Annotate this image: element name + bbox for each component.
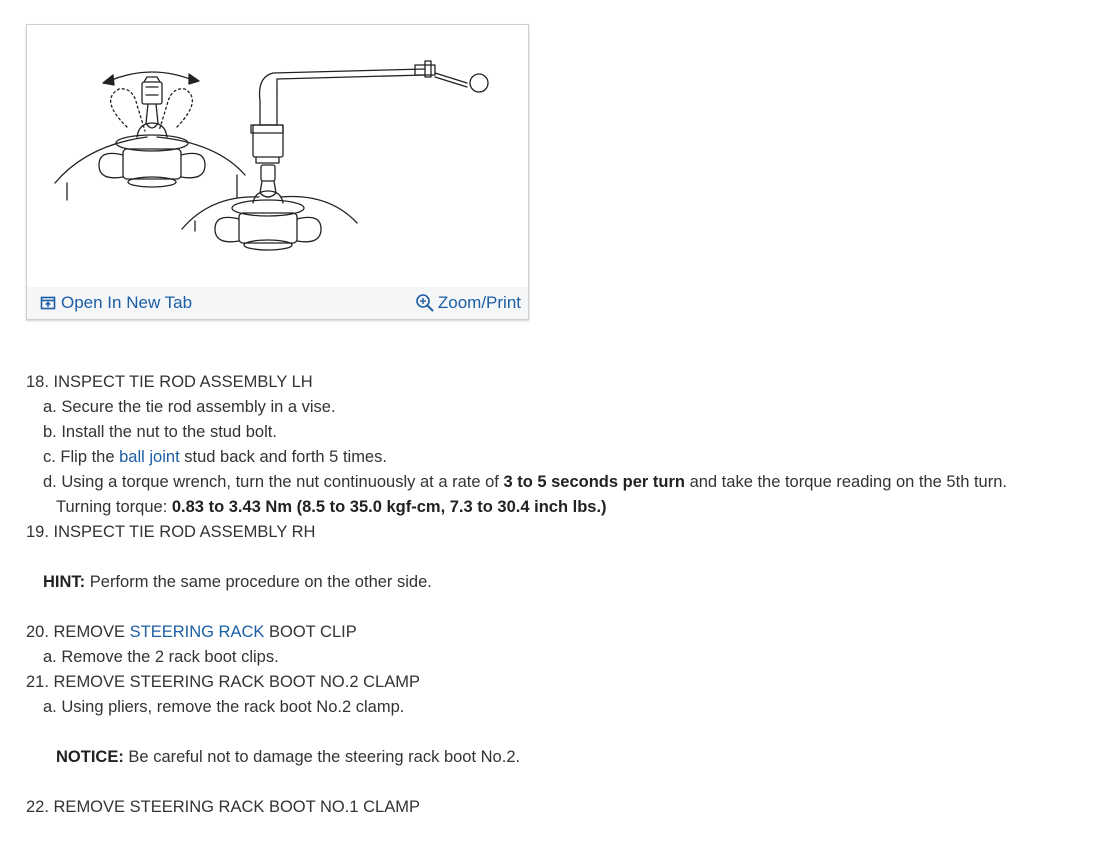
notice-label: NOTICE: <box>56 748 124 766</box>
step-21a: a. Using pliers, remove the rack boot No.2 clamp. <box>43 698 405 716</box>
step-18d-text-post: and take the torque reading on the 5th turn. <box>684 473 1007 491</box>
spacer <box>26 545 1086 570</box>
hint-note <box>26 570 1086 595</box>
open-in-new-tab-label: Open In New Tab <box>61 293 193 312</box>
turning-torque-label: Turning torque: <box>56 498 172 516</box>
step-18c-text-post: stud back and forth 5 times. <box>179 448 387 466</box>
step-18-heading: 18. INSPECT TIE ROD ASSEMBLY LH <box>26 373 313 391</box>
step-21-heading: 21. REMOVE STEERING RACK BOOT NO.2 CLAMP <box>26 673 420 691</box>
step-18a: a. Secure the tie rod assembly in a vise. <box>43 398 336 416</box>
spacer <box>26 595 1086 620</box>
spacer <box>26 720 1086 745</box>
procedure-steps <box>26 370 1086 820</box>
step-20-text-pre: 20. REMOVE <box>26 623 130 641</box>
open-new-tab-icon <box>40 296 56 310</box>
step-19-heading: 19. INSPECT TIE ROD ASSEMBLY RH <box>26 523 316 541</box>
step-18d <box>26 470 1086 495</box>
turning-torque-spec <box>26 495 1086 520</box>
step-18b: b. Install the nut to the stud bolt. <box>43 423 277 441</box>
hint-label: HINT: <box>43 573 86 591</box>
notice-note <box>26 745 1086 770</box>
hint-text: Perform the same procedure on the other side. <box>85 573 432 591</box>
open-in-new-tab-link[interactable] <box>40 293 192 313</box>
turning-torque-value: 0.83 to 3.43 Nm (8.5 to 35.0 kgf-cm, 7.3 to 30.4 inch lbs.) <box>171 498 607 516</box>
notice-text: Be careful not to damage the steering rack boot No.2. <box>123 748 521 766</box>
step-20a: a. Remove the 2 rack boot clips. <box>43 648 279 666</box>
step-20-heading <box>26 620 1086 645</box>
step-22-heading: 22. REMOVE STEERING RACK BOOT NO.1 CLAMP <box>26 798 420 816</box>
ball-joint-link[interactable]: ball joint <box>119 448 180 466</box>
step-18c <box>26 445 1086 470</box>
step-18d-text-pre: d. Using a torque wrench, turn the nut continuously at a rate of <box>43 473 504 491</box>
step-18d-rate: 3 to 5 seconds per turn <box>503 473 685 491</box>
zoom-in-icon <box>415 293 435 313</box>
steering-rack-link[interactable]: STEERING RACK <box>129 623 265 641</box>
zoom-print-label: Zoom/Print <box>437 293 521 312</box>
tie-rod-torque-illustration <box>27 25 528 287</box>
figure-toolbar <box>27 287 528 319</box>
step-18c-text-pre: c. Flip the <box>43 448 120 466</box>
step-20-text-post: BOOT CLIP <box>264 623 357 641</box>
illustration-figure <box>26 24 529 320</box>
zoom-print-link[interactable] <box>415 293 521 313</box>
spacer <box>26 770 1086 795</box>
